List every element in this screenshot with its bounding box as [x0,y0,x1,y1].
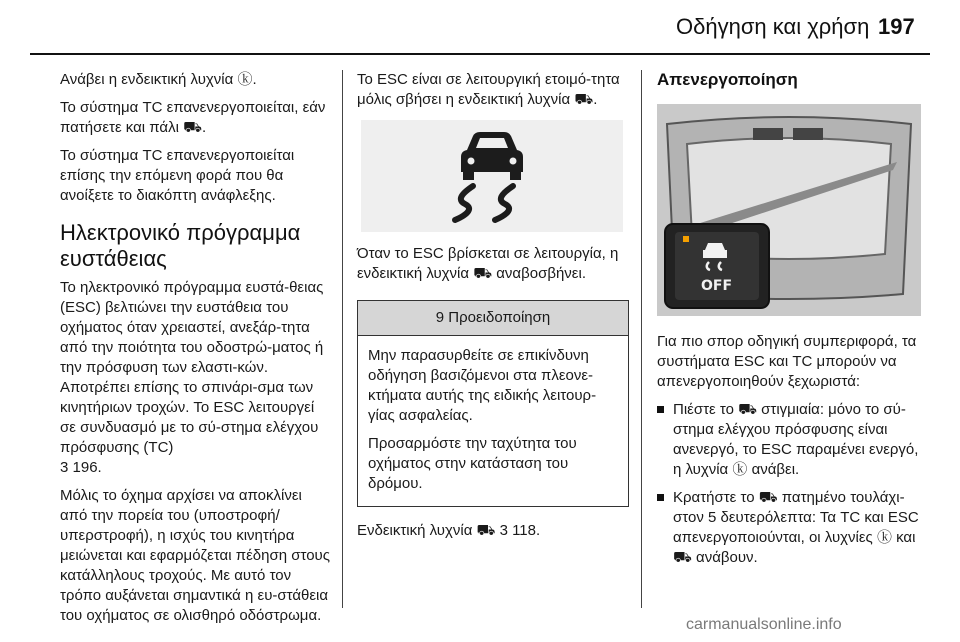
paragraph: Για πιο σπορ οδηγική συμπεριφορά, τα συστήματα ESC και TC μπορούν να απενεργοποιηθούν ξεχωριστά: [657,333,917,390]
paragraph: Ανάβει η ενδεικτική λυχνία ⓚ. [60,71,257,88]
paragraph: Το ηλεκτρονικό πρόγραμμα ευστά-θειας (ESC) βελτιώνει την ευστάθεια του οχήματος όταν χρειαστεί, ανεξάρ-τητα από την ποιότητα του οδοστρώ-ματος ή την πρόσφυση των ελαστι-κών. Αποτρέπει επίσης το σπινάρι-σμα των κινητήριων τροχών. Το ESC λειτουργεί σε συνδυασμό με το σύ-στημα ελέγχου πρόσφυσης (TC) [60,279,324,456]
page-number: 197 [878,14,915,39]
section-heading-deactivation: Απενεργοποίηση [657,70,798,89]
column-1 [60,70,332,634]
dashboard-button-figure [657,104,921,316]
chapter-title: Οδήγηση και χρήση [676,14,870,39]
dashboard-illustration [657,104,921,316]
list-item: Κρατήστε το ⛟ πατημένο τουλάχι-στον 5 δευτερόλεπτα: Τα TC και ESC απενεργοποιούνται, οι λυχνίες ⓚ και ⛟ ανάβουν. [657,488,925,568]
bullet-list [657,400,925,568]
page-header [0,0,960,56]
header-rule [30,53,930,55]
paragraph: Το σύστημα TC επανενεργοποιείται, εάν πατήσετε και πάλι ⛟. [60,99,326,136]
warning-paragraph: Μην παρασυρθείτε σε επικίνδυνη οδήγηση βασιζόμενοι στα πλεονε-κτήματα αυτής της ειδικής λειτουρ-γίας ασφαλείας. [368,347,597,424]
column-3 [657,70,925,576]
paragraph: Το ESC είναι σε λειτουργική ετοιμό-τητα μόλις σβήσει η ενδεικτική λυχνία ⛟. [357,71,620,108]
column-divider [641,70,642,608]
paragraph: Το σύστημα TC επανενεργοποιείται επίσης την επόμενη φορά που θα ανοίξετε το διακόπτη ανάφλεξης. [60,147,295,204]
warning-title: 9 Προειδοποίηση [358,301,628,336]
skidding-car-icon [361,120,623,232]
section-heading-esc: Ηλεκτρονικό πρόγραμμα ευστάθειας [60,220,301,271]
paragraph: Μόλις το όχημα αρχίσει να αποκλίνει από την πορεία του (υποστροφή/υπερστροφή), η ισχύς του κινητήρα μειώνεται και εφαρμόζεται πέδηση στους κατάλληλους τροχούς. Με αυτό τον τρόπο αυξάνεται σημαντικά η ευ-στάθεια του οχήματος σε ολισθηρό οδόστρωμα. [60,487,330,624]
warning-paragraph: Προσαρμόστε την ταχύτητα του οχήματος στην κατάσταση του δρόμου. [368,435,577,492]
page-reference: 3 196. [60,459,102,476]
paragraph: Ενδεικτική λυχνία ⛟ 3 118. [357,522,541,539]
button-off-label: OFF [701,278,733,294]
paragraph: Όταν το ESC βρίσκεται σε λειτουργία, η ενδεικτική λυχνία ⛟ αναβοσβήνει. [357,245,619,282]
column-2 [357,70,629,549]
watermark: carmanualsonline.info [686,616,842,633]
esc-indicator-figure [361,120,623,232]
column-divider [342,70,343,608]
list-item: Πιέστε το ⛟ στιγμιαία: μόνο το σύ-στημα ελέγχου πρόσφυσης είναι ανενεργό, το ESC παραμένει ενεργό, η λυχνία ⓚ ανάβει. [657,400,925,480]
warning-box [357,300,629,507]
warning-body [358,336,628,506]
